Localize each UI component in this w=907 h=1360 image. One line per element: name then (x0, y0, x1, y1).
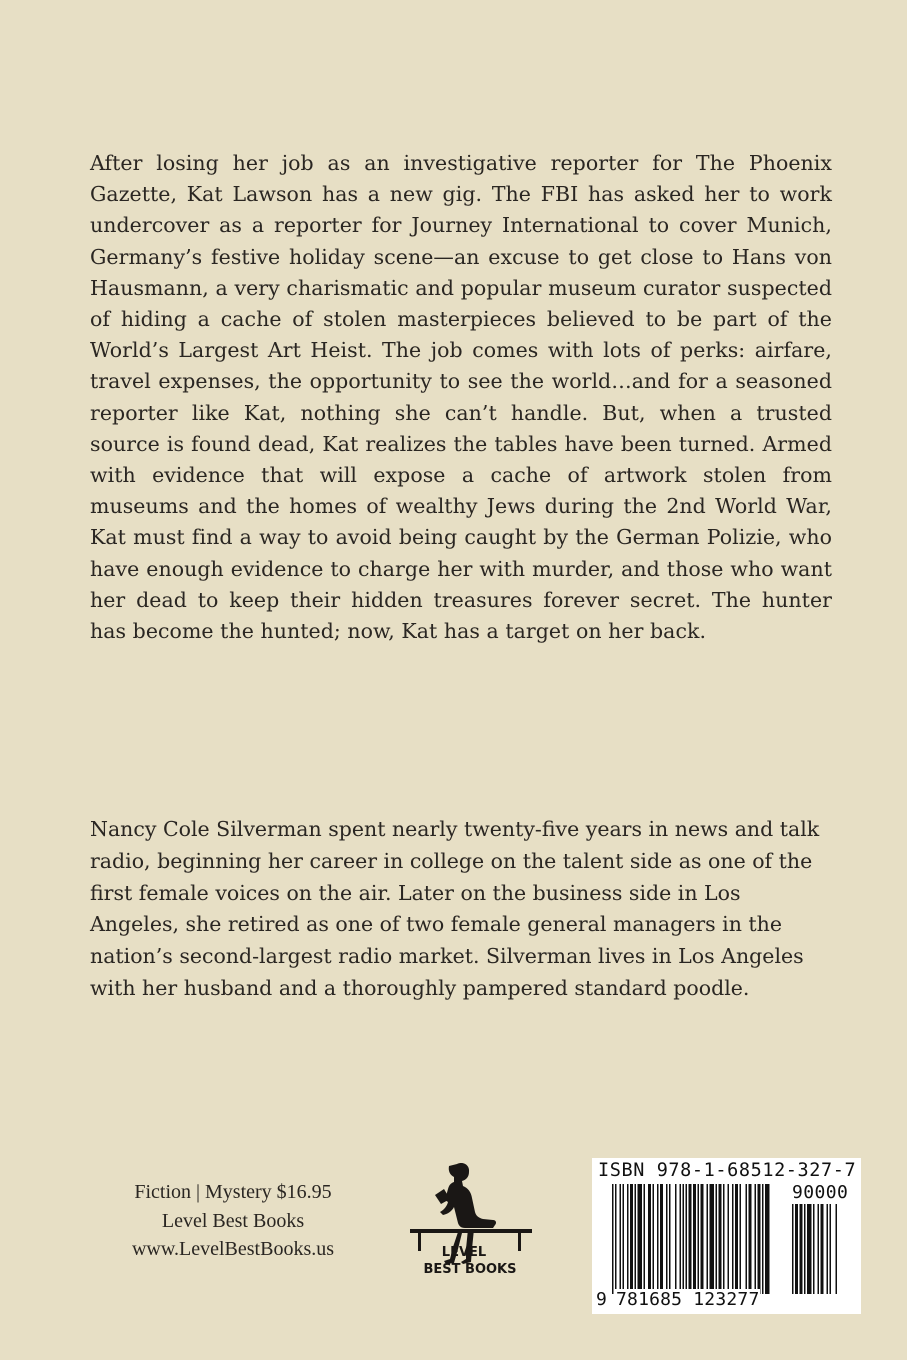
ean-digits: 781685 123277 (616, 1289, 760, 1310)
barcode-bar (623, 1184, 625, 1294)
barcode-bar (666, 1184, 668, 1294)
barcode-bar (728, 1184, 730, 1294)
barcode-bar (795, 1204, 798, 1294)
barcode-bar (627, 1184, 629, 1294)
publisher-name: Level Best Books (161, 1209, 305, 1232)
publisher-logo (402, 1160, 542, 1282)
price-code: 90000 (792, 1182, 849, 1203)
isbn-barcode (592, 1158, 861, 1314)
barcode-bar (657, 1184, 659, 1294)
barcode-bar (758, 1184, 761, 1294)
barcode-bar (836, 1204, 838, 1294)
logo-line1: LEVEL (441, 1245, 487, 1260)
barcode-bar (719, 1184, 722, 1294)
barcode-bar (732, 1184, 734, 1294)
barcode-bar (620, 1184, 622, 1294)
isbn-label: ISBN 978-1-68512-327-7 (598, 1160, 857, 1181)
barcode-bar (804, 1204, 806, 1294)
author-bio: Nancy Cole Silverman spent nearly twenty-five years in news and talk radio, beginning her career in college on the talent side as one of the first female voices on the air. Later on the business side in Los Angeles, she retired as one of two female general managers in the nation’s second-largest radio market. Silverman lives in Los Angeles with her husband and a thoroughly pampered standard poodle. (90, 817, 820, 1000)
barcode-bar (765, 1184, 770, 1294)
barcode-bar (807, 1204, 812, 1294)
barcode-bar (630, 1184, 633, 1294)
barcode-bar (675, 1184, 677, 1294)
ean-first-digit: 9 (596, 1289, 607, 1310)
barcode-bar (735, 1184, 738, 1294)
barcode-bar (762, 1184, 764, 1294)
barcode-bar (693, 1184, 696, 1294)
barcode-bar (821, 1204, 824, 1294)
book-description: After losing her job as an investigative reporter for The Phoenix Gazette, Kat Lawson has a new gig. The FBI has asked her to work undercover as a reporter for Journey International to cover Munich, Germany’s festive holiday scene—an excuse to get close to Hans von Hausmann, a very charismatic and popular museum curator suspected of hiding a cache of stolen masterpieces believed to be part of the World’s Largest Art Heist. The job comes with lots of perks: airfare, travel expenses, the opportunity to see the world…and for a seasoned reporter like Kat, nothing she can’t handle. But, when a trusted source is found dead, Kat realizes the tables have been turned. Armed with evidence that will expose a cache of artwork stolen from museums and the homes of wealthy Jews during the 2nd World War, Kat must find a way to avoid being caught by the German Polizie, who have enough evidence to charge her with murder, and those who want her dead to keep their hidden treasures forever secret. The hunter has become the hunted; now, Kat has a target on her back. (90, 151, 832, 644)
barcode-bar (746, 1184, 748, 1294)
barcode-bar (669, 1184, 671, 1294)
woman-reading-on-bench-icon (402, 1160, 542, 1282)
barcode-bar (716, 1184, 718, 1294)
addon-barcode-bars (792, 1204, 852, 1294)
barcode-bar (740, 1184, 742, 1294)
barcode-bar (615, 1184, 617, 1294)
barcode-bar (813, 1204, 815, 1294)
category-price: Fiction | Mystery $16.95 (134, 1181, 332, 1203)
barcode-bar (707, 1184, 709, 1294)
barcode-bar (680, 1184, 682, 1294)
barcode-bar (635, 1184, 637, 1294)
logo-line2: BEST BOOKS (423, 1262, 517, 1277)
barcode-bar (644, 1184, 646, 1294)
barcode-bar (710, 1184, 715, 1294)
barcode-bar (660, 1184, 663, 1294)
barcode-bar (755, 1184, 757, 1294)
barcode-bar (749, 1184, 752, 1294)
barcode-bar (818, 1204, 820, 1294)
barcode-bar (698, 1184, 700, 1294)
barcode-bar (689, 1184, 692, 1294)
barcode-bar (612, 1184, 614, 1294)
barcode-bar (701, 1184, 704, 1294)
barcode-bar (800, 1204, 803, 1294)
barcode-bar (723, 1184, 725, 1294)
ean-barcode-bars (612, 1184, 770, 1294)
barcode-bar (686, 1184, 688, 1294)
barcode-bar (792, 1204, 794, 1294)
barcode-bar (827, 1204, 829, 1294)
barcode-bar (683, 1184, 685, 1294)
imprint-info (98, 1178, 368, 1264)
barcode-bar (653, 1184, 655, 1294)
barcode-bar (638, 1184, 643, 1294)
publisher-website: www.LevelBestBooks.us (131, 1238, 335, 1260)
barcode-bar (648, 1184, 651, 1294)
barcode-bar (830, 1204, 832, 1294)
